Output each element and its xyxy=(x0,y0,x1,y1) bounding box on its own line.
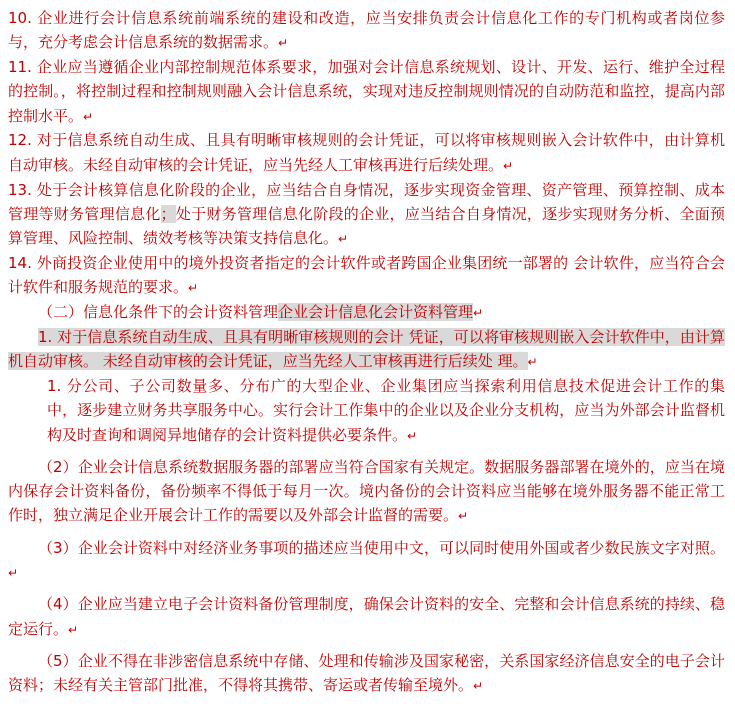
text-run: 13. 处于会计核算信息化阶段的企业，应当结合自身情况，逐步实现资金管理、资产管理、预算控制、成本管理等财务管理信息化 xyxy=(8,180,725,223)
paragraph-mark: ↵ xyxy=(527,355,538,370)
highlighted-heading-text: 企业会计信息化会计资料管理 xyxy=(278,303,474,322)
paragraph-item-10 xyxy=(8,6,725,55)
paragraph-2 xyxy=(8,455,725,528)
highlighted-text-run: ； xyxy=(160,204,176,223)
paragraph-mark: ↵ xyxy=(338,232,349,247)
highlighted-text-run: 1. 对于信息系统自动生成、且具有明晰审核规则的会计 凭证，可以将审核规则嵌入会计软件中，由计算机自动审核。 未经自动审核的会计凭证，应当先经人工审核再进行后续处 理。 xyxy=(8,327,725,371)
paragraph-mark: ↵ xyxy=(8,566,19,581)
text-run: 处于财务管理信息化阶段的企业，应当结合自身情况，逐步实现财务分析、全面预算管理、风险控制、绩效考核等决策支持信息化。 xyxy=(8,204,725,248)
paragraph-mark: ↵ xyxy=(278,36,289,51)
text-run: 14. 外商投资企业使用中的境外投资者指定的会计软件或者跨国企业集团统一部署的 会计软件，应当符合会计软件和服务规范的要求。 xyxy=(8,253,725,297)
paragraph-item-12 xyxy=(8,128,725,177)
paragraph-mark: ↵ xyxy=(503,158,514,173)
paragraph-mark: ↵ xyxy=(83,109,94,124)
text-run-comma: ， xyxy=(60,82,76,101)
text-run: 将控制过程和控制规则融入会计信息系统，实现对违反控制规则情况的自动防范和监控，提高内部控制水平。 xyxy=(8,82,725,125)
text-run: 1. 分公司、子公司数量多、分布广的大型企业、企业集团应当探索利用信息技术促进会计工作的集中，逐步建立财务共享服务中心。实行会计工作集中的企业以及企业分支机构，应当为外部会计监督机构及时查询和调阅异地储存的会计资料提供必要条件。 xyxy=(47,376,725,444)
paragraph-1 xyxy=(8,374,725,447)
paragraph-mark: ↵ xyxy=(68,622,79,637)
text-run: 10. 企业进行会计信息系统前端系统的建设和改造，应当安排负责会计信息化工作的专门机构或者岗位参与，充分考虑会计信息系统的数据需求。 xyxy=(8,9,725,52)
paragraph-3 xyxy=(8,536,725,585)
paragraph-1-highlighted xyxy=(8,325,725,374)
text-run: （2）企业会计信息系统数据服务器的部署应当符合国家有关规定。数据服务器部署在境外的，应当在境内保存会计资料备份，备份频率不得低于每月一次。境内备份的会计资料应当能够在境外服务器不能正常工作时，独立满足企业开展会计工作的需要以及外部会计监督的需要。 xyxy=(8,457,725,525)
paragraph-mark: ↵ xyxy=(188,281,199,296)
text-run: （5）企业不得在非涉密信息系统中存储、处理和传输涉及国家秘密，关系国家经济信息安全的电子会计资料；未经有关主管部门批准，不得将其携带、寄运或者传输至境外。 xyxy=(8,651,725,695)
section-heading-text: （二）信息化条件下的会计资料管理 xyxy=(38,303,279,322)
paragraph-item-14 xyxy=(8,251,725,300)
paragraph-4 xyxy=(8,592,725,641)
text-run: 12. 对于信息系统自动生成、且具有明晰审核规则的会计凭证，可以将审核规则嵌入会计软件中，由计算机自动审核。未经自动审核的会计凭证，应当先经人工审核再进行后续处理。 xyxy=(8,131,725,174)
section-heading xyxy=(8,300,725,324)
text-run: （3）企业会计资料中对经济业务事项的描述应当使用中文，可以同时使用外国或者少数民族文字对照。 xyxy=(38,538,725,557)
text-run: 11. 企业应当遵循企业内部控制规范体系要求，加强对会计信息系统规划、设计、开发、运行、维护全过程的控制。 xyxy=(8,58,725,101)
paragraph-mark: ↵ xyxy=(473,306,484,321)
text-run: （4）企业应当建立电子会计资料备份管理制度，确保会计资料的安全、完整和会计信息系统的持续、稳定运行。 xyxy=(8,595,725,638)
paragraph-item-13 xyxy=(8,178,725,251)
paragraph-item-11 xyxy=(8,55,725,128)
paragraph-mark: ↵ xyxy=(407,428,418,443)
paragraph-mark: ↵ xyxy=(473,679,484,694)
paragraph-5 xyxy=(8,649,725,698)
paragraph-mark: ↵ xyxy=(458,509,469,524)
